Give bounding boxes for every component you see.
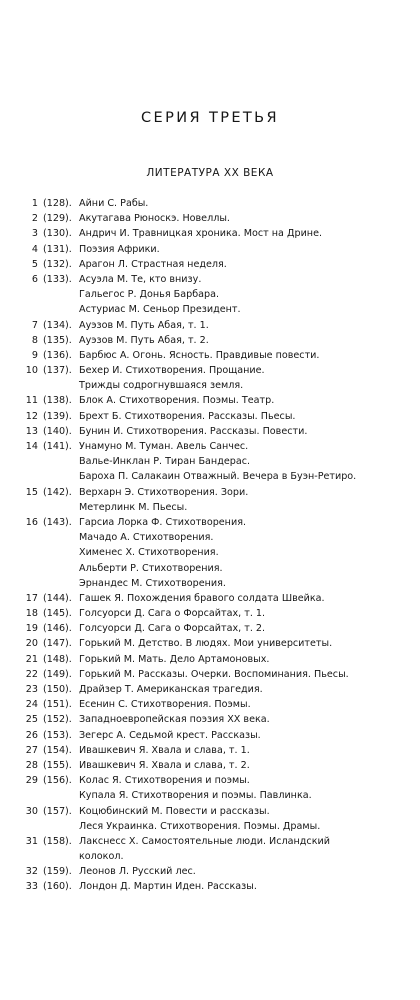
entry-title: Блок А. Стихотворения. Поэмы. Театр.: [79, 395, 275, 407]
entry-title: Айни С. Рабы.: [79, 198, 149, 209]
entry-series-number: (128).: [43, 198, 72, 209]
entry-series-number: (146).: [43, 623, 72, 635]
list-item-continuation: [0, 561, 420, 576]
list-item-continuation: [0, 545, 420, 560]
entry-title: Ауэзов М. Путь Абая, т. 1.: [79, 319, 209, 331]
entry-title: Метерлинк М. Пьесы.: [79, 501, 188, 513]
entry-series-number: (137).: [43, 365, 72, 377]
entry-series-number: (151).: [43, 699, 72, 711]
list-item: [0, 879, 420, 894]
entry-number: 21: [25, 653, 38, 665]
list-item: [0, 393, 420, 408]
entry-series-number: (155).: [43, 759, 72, 771]
list-item: [0, 773, 420, 788]
entry-series-number: (134).: [43, 319, 72, 331]
entry-title: Зегерс А. Седьмой крест. Рассказы.: [79, 729, 261, 741]
entry-title: Коцюбинский М. Повести и рассказы.: [79, 805, 270, 817]
entry-number: 22: [25, 668, 38, 680]
entry-title: Горький М. Детство. В людях. Мои университеты.: [79, 638, 333, 650]
list-item: [0, 409, 420, 424]
entry-number: 28: [25, 759, 38, 771]
entry-number: 10: [25, 365, 38, 377]
list-item: [0, 226, 420, 241]
list-item-continuation: [0, 302, 420, 317]
entry-title: Брехт Б. Стихотворения. Рассказы. Пьесы.: [79, 410, 296, 422]
list-item: [0, 667, 420, 682]
list-item: [0, 333, 420, 348]
list-item: [0, 728, 420, 743]
entry-series-number: (148).: [43, 653, 72, 665]
entry-number: 30: [25, 805, 38, 817]
entry-number: 23: [25, 684, 38, 695]
entry-series-number: (150).: [43, 684, 72, 695]
entry-number: 17: [25, 592, 38, 604]
entry-series-number: (152).: [43, 714, 72, 726]
entry-title: Лондон Д. Мартин Иден. Рассказы.: [79, 881, 257, 893]
list-item: [0, 591, 420, 606]
entry-number: 18: [25, 608, 38, 620]
entry-series-number: (144).: [43, 592, 72, 604]
entry-series-number: (138).: [43, 395, 72, 407]
entry-series-number: (145).: [43, 608, 72, 620]
list-item: [0, 682, 420, 697]
entry-title: Арагон Л. Страстная неделя.: [79, 258, 227, 270]
entry-series-number: (143).: [43, 516, 72, 528]
list-item: [0, 348, 420, 363]
entry-series-number: (139).: [43, 410, 72, 422]
entry-series-number: (156).: [43, 775, 72, 787]
list-item: [0, 515, 420, 530]
entry-title: Поэзия Африки.: [79, 243, 160, 255]
list-item: [0, 257, 420, 272]
entry-number: 1: [31, 198, 38, 209]
entry-number: 9: [31, 349, 38, 361]
entry-series-number: (129).: [43, 213, 72, 225]
entry-number: 8: [31, 334, 38, 346]
entry-series-number: (159).: [43, 866, 72, 878]
entry-title: Верхарн Э. Стихотворения. Зори.: [79, 486, 249, 498]
entry-title: Голсуорси Д. Сага о Форсайтах, т. 2.: [79, 623, 266, 635]
entry-title: Хименес Х. Стихотворения.: [79, 547, 219, 559]
entry-title: Драйзер Т. Американская трагедия.: [79, 684, 263, 695]
entry-title: Колас Я. Стихотворения и поэмы.: [79, 775, 250, 787]
entry-title: Гашек Я. Похождения бравого солдата Швейка.: [79, 592, 325, 604]
list-item-continuation: [0, 530, 420, 545]
entry-title: Ивашкевич Я. Хвала и слава, т. 1.: [79, 744, 250, 756]
entry-number: 31: [25, 835, 38, 847]
entry-series-number: (157).: [43, 805, 72, 817]
entry-number: 15: [25, 486, 38, 498]
series-heading: СЕРИЯ ТРЕТЬЯ: [140, 110, 279, 126]
entry-series-number: (149).: [43, 668, 72, 680]
list-item: [0, 743, 420, 758]
entry-number: 5: [31, 258, 38, 270]
list-item: [0, 636, 420, 651]
entry-title: Валье-Инклан Р. Тиран Бандерас.: [79, 456, 251, 468]
entry-title: Мачадо А. Стихотворения.: [79, 532, 214, 544]
entry-title: Голсуорси Д. Сага о Форсайтах, т. 1.: [79, 608, 266, 620]
entry-series-number: (141).: [43, 441, 72, 452]
entry-title: Асуэла М. Те, кто внизу.: [79, 273, 202, 285]
entry-number: 25: [25, 714, 38, 726]
entry-title: Бунин И. Стихотворения. Рассказы. Повести.: [79, 425, 308, 437]
list-item: [0, 424, 420, 439]
entry-title: Купала Я. Стихотворения и поэмы. Павлинка.: [79, 790, 312, 802]
entry-title: Гарсиа Лорка Ф. Стихотворения.: [79, 516, 247, 528]
list-item: [0, 834, 420, 849]
list-item: [0, 652, 420, 667]
entry-number: 20: [25, 638, 38, 650]
entry-title: Альберти Р. Стихотворения.: [79, 562, 223, 574]
list-item-continuation: [0, 469, 420, 484]
entry-series-number: (132).: [43, 258, 72, 270]
list-item-continuation: [0, 454, 420, 469]
entry-series-number: (158).: [43, 835, 72, 847]
list-item: [0, 272, 420, 287]
entry-number: 29: [25, 775, 38, 787]
entry-title: Бехер И. Стихотворения. Прощание.: [79, 365, 265, 377]
entry-series-number: (131).: [43, 243, 72, 255]
entry-series-number: (160).: [43, 881, 72, 893]
entry-title: Гальегос Р. Донья Барбара.: [79, 289, 220, 301]
entry-title: Есенин С. Стихотворения. Поэмы.: [79, 699, 251, 711]
entry-title: колокол.: [79, 851, 124, 863]
entry-number: 7: [31, 319, 38, 331]
entry-number: 6: [31, 273, 38, 285]
entry-number: 26: [25, 729, 38, 741]
list-item: [0, 804, 420, 819]
entry-series-number: (136).: [43, 349, 72, 361]
entry-title: Леся Украинка. Стихотворения. Поэмы. Драмы.: [79, 820, 321, 832]
entry-number: 2: [31, 213, 38, 225]
entry-title: Барбюс А. Огонь. Ясность. Правдивые повести.: [79, 349, 320, 361]
list-item: [0, 196, 420, 211]
entry-series-number: (154).: [43, 744, 72, 756]
list-item-continuation: [0, 378, 420, 393]
section-heading: ЛИТЕРАТУРА XX ВЕКА: [146, 167, 274, 179]
entry-number: 13: [25, 425, 38, 437]
entry-number: 33: [25, 881, 38, 893]
entry-title: Западноевропейская поэзия XX века.: [79, 714, 270, 726]
list-item-continuation: [0, 819, 420, 834]
entry-title: Трижды содрогнувшаяся земля.: [79, 380, 244, 392]
entry-number: 12: [25, 410, 38, 422]
entry-series-number: (140).: [43, 425, 72, 437]
entry-title: Акутагава Рюноскэ. Новеллы.: [79, 213, 230, 225]
list-item: [0, 606, 420, 621]
entry-title: Горький М. Мать. Дело Артамоновых.: [79, 653, 270, 665]
list-item: [0, 318, 420, 333]
entry-number: 16: [25, 516, 38, 528]
list-item-continuation: [0, 287, 420, 302]
entry-number: 14: [25, 441, 38, 452]
list-item: [0, 211, 420, 226]
entry-number: 32: [25, 866, 38, 878]
entry-series-number: (130).: [43, 228, 72, 240]
entry-series-number: (153).: [43, 729, 72, 741]
list-item: [0, 363, 420, 378]
entry-number: 3: [31, 228, 38, 240]
list-item: [0, 864, 420, 879]
entry-series-number: (135).: [43, 334, 72, 346]
entry-title: Ивашкевич Я. Хвала и слава, т. 2.: [79, 759, 250, 771]
list-item-continuation: [0, 788, 420, 803]
entry-number: 19: [25, 623, 38, 635]
list-item: [0, 712, 420, 727]
list-item-continuation: [0, 576, 420, 591]
entry-number: 4: [31, 243, 38, 255]
entry-series-number: (147).: [43, 638, 72, 650]
list-item: [0, 242, 420, 257]
list-item: [0, 697, 420, 712]
list-item: [0, 485, 420, 500]
entry-title: Андрич И. Травницкая хроника. Мост на Дрине.: [79, 228, 323, 240]
list-item: [0, 621, 420, 636]
entry-title: Горький М. Рассказы. Очерки. Воспоминания. Пьесы.: [79, 668, 349, 680]
list-item-continuation: [0, 500, 420, 515]
entry-number: 24: [25, 699, 38, 711]
entry-title: Бароха П. Салакаин Отважный. Вечера в Буэн-Ретиро.: [79, 471, 357, 483]
entry-list: [0, 196, 420, 895]
entry-number: 27: [25, 744, 38, 756]
list-item: [0, 758, 420, 773]
entry-number: 11: [25, 395, 38, 407]
entry-title: Леонов Л. Русский лес.: [79, 866, 196, 878]
entry-title: Лакснесс Х. Самостоятельные люди. Исландский: [79, 835, 330, 847]
entry-series-number: (142).: [43, 486, 72, 498]
entry-title: Ауэзов М. Путь Абая, т. 2.: [79, 334, 209, 346]
list-item-continuation: [0, 849, 420, 864]
entry-title: Эрнандес М. Стихотворения.: [79, 577, 226, 589]
list-item: [0, 439, 420, 454]
entry-title: Астуриас М. Сеньор Президент.: [79, 304, 241, 316]
entry-series-number: (133).: [43, 273, 72, 285]
entry-title: Унамуно М. Туман. Авель Санчес.: [79, 441, 249, 452]
